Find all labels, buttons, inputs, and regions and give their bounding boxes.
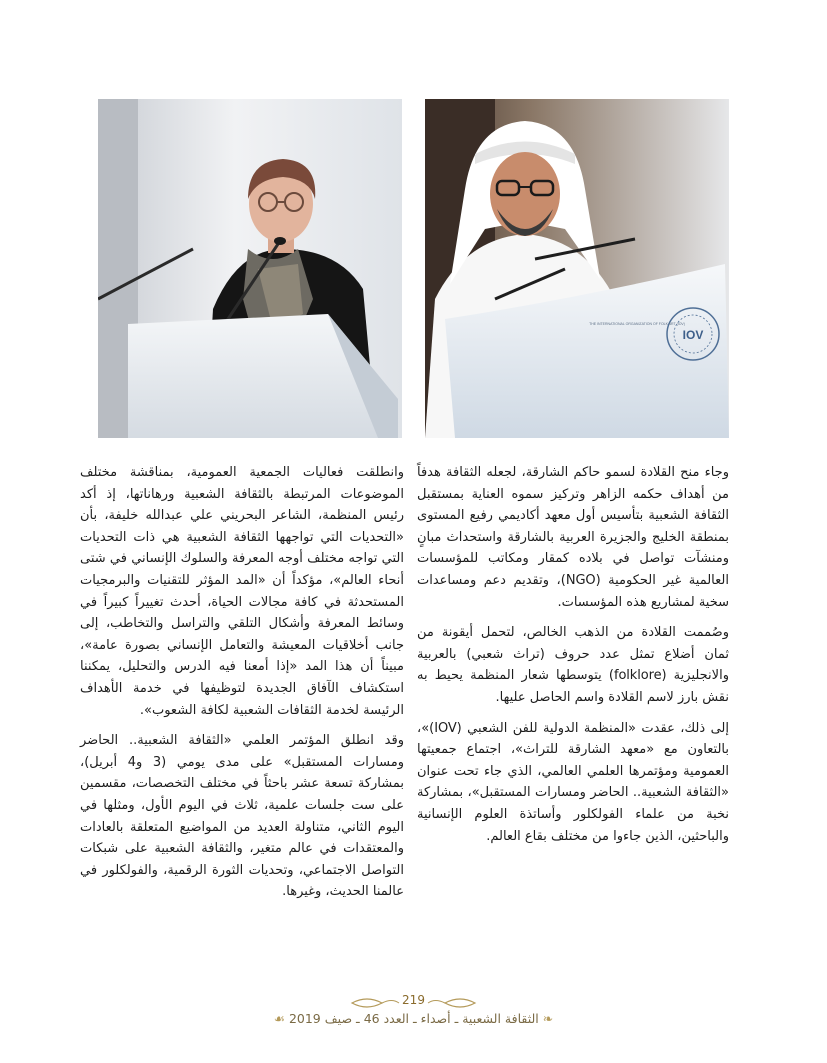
paragraph: إلى ذلك، عقدت «المنظمة الدولية للفن الشعبي (IOV)»، بالتعاون مع «معهد الشارقة للتراث»، اجتماع جمعيتها العمومية ومؤتمرها العلمي العالمي، الذي جاء تحت عنوان «الثقافة الشعبية.. الحاضر ومسارات المستقبل»، بمشاركة نخبة من علماء الفولكلور وأساتذة العلوم الإنسانية والباحثين، الذين جاءوا من مختلف بقاع العالم. xyxy=(417,720,729,844)
page-number: 219 xyxy=(402,993,425,1007)
leaf-icon: ☙ xyxy=(273,1011,289,1026)
podium-logo-text: IOV xyxy=(682,328,704,342)
paragraph: وجاء منح القلادة لسمو حاكم الشارقة، لجعله الثقافة هدفاً من أهداف حكمه الزاهر وتركيز سموه العناية بمستقبل الثقافة الشعبية بتأسيس أول معهد أكاديمي رفيع المستوى بمنطقة الخليج والجزيرة العربية بالشارقة واستحداث مبانٍ ومنشآت تواصل في بلاده كمقار ومكاتب للمؤسسات العالمية غير الحكومية (NGO)، وتقديم دعم ومساعدات سخية لمشاريع هذه المؤسسات. xyxy=(417,465,729,610)
podium-org-name: THE INTERNATIONAL ORGANIZATION OF FOLK ART (IOV) xyxy=(589,322,685,326)
footer-text: الثقافة الشعبية ـ أصداء ـ العدد 46 ـ صيف 2019 xyxy=(288,1011,539,1026)
article-column-right xyxy=(417,462,729,847)
page-footer xyxy=(0,993,827,1033)
paragraph: وصُممت القلادة من الذهب الخالص، لتحمل أيقونة من ثمان أضلاع تمثل عدد حروف (تراث شعبي) بالعربية والانجليزية (folklore) يتوسطها شعار المنظمة يحيط به نقش بارز لاسم القلادة واسم الحاصل عليها. xyxy=(417,625,729,705)
photo-man-speaker xyxy=(425,99,729,438)
paragraph: وانطلقت فعاليات الجمعية العمومية، بمناقشة مختلف الموضوعات المرتبطة بالثقافة الشعبية ورهاناتها، إذ أكد رئيس المنظمة، الشاعر البحريني علي عبدالله خليفة، بأن «التحديات التي تواجهها الثقافة الشعبية هي ذات التحديات التي تواجه مختلف أوجه المعرفة والسلوك الإنساني في شتى أنحاء العالم»، مؤكداً أن «المد المؤثر للتقنيات والبرمجيات المستحدثة في كافة مجالات الحياة، أحدث تغييراً كبيراً في وسائط المعرفة وأشكال التلقي والتراسل والتخاطب، إلى جانب أخلاقيات المعيشة والتعامل الإنساني بصورة عامة»، مبيناً أن هذا المد «إذا أمعنا فيه الدرس والتحليل، يمكننا استكشاف الآفاق الجديدة لتوظيفها في خدمة الأهداف الرئيسة لخدمة الثقافات الشعبية لكافة الشعوب». xyxy=(80,465,404,718)
paragraph: وقد انطلق المؤتمر العلمي «الثقافة الشعبية.. الحاضر ومسارات المستقبل» على مدى يومي (3 و4 أبريل)، بمشاركة تسعة عشر باحثاً في مختلف التخصصات، مقسمين على ست جلسات علمية، ثلاث في اليوم الأول، ومثلها في اليوم الثاني، متناولة العديد من المواضيع المتعلقة بالعادات والمعتقدات في عالم متغير، والثقافة الشعبية على شبكات التواصل الاجتماعي، وتحديات الثورة الرقمية، والفولكلور في عالمنا الحديث، وغيرها. xyxy=(80,733,404,900)
photo-woman-speaker xyxy=(98,99,402,438)
article-column-left xyxy=(80,462,404,903)
running-footer xyxy=(0,1011,827,1026)
leaf-icon: ❧ xyxy=(538,1011,554,1026)
